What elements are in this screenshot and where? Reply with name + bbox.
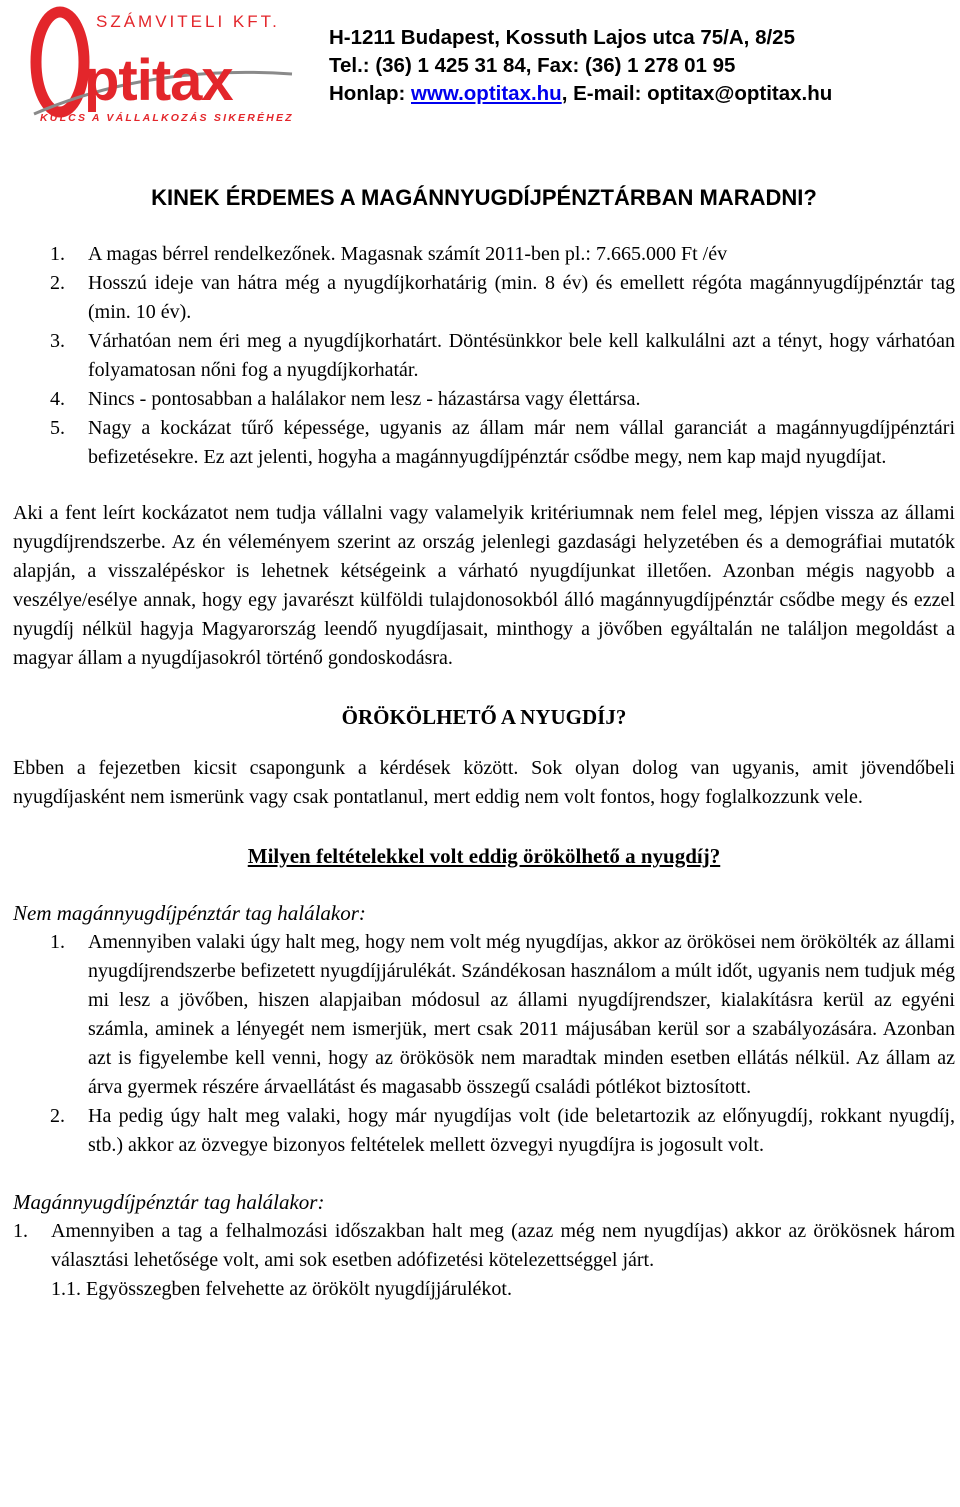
section-heading-conditions: Milyen feltételekkel volt eddig örökölhető a nyugdíj? <box>247 844 721 868</box>
paragraph-intro: Ebben a fejezetben kicsit csapongunk a kérdések között. Sok olyan dolog van ugyanis, amit jövendőbeli nyugdíjasként nem ismerünk vagy csak pontatlanul, mert eddig nem volt fontos, hogy foglalkozzunk vele. <box>13 757 955 808</box>
list-item <box>13 1102 955 1160</box>
address-line: H-1211 Budapest, Kossuth Lajos utca 75/A, 8/25 <box>329 26 795 49</box>
page-title: KINEK ÉRDEMES A MAGÁNNYUGDÍJPÉNZTÁRBAN MARADNI? <box>151 185 817 210</box>
contact-block <box>329 24 832 108</box>
svg-text:ptitax: ptitax <box>84 48 233 113</box>
logo-tagline: KULCS A VÁLLALKOZÁS SIKERÉHEZ <box>40 112 294 124</box>
document-body <box>13 184 955 1304</box>
list-item <box>13 385 955 414</box>
logo-company-name: SZÁMVITELI KFT. <box>96 12 280 31</box>
list-item <box>13 240 955 269</box>
web-label: Honlap: <box>329 82 411 105</box>
list-number: 1. <box>50 243 65 265</box>
list-text: Nagy a kockázat tűrő képessége, ugyanis az állam már nem vállal garanciát a magánnyugdíjpénztári befizetésekre. Ez azt jelenti, hogyha a magánnyugdíjpénztár csődbe megy, nem kap majd nyugdíjat. <box>88 417 955 468</box>
list-text: Várhatóan nem éri meg a nyugdíjkorhatárt. Döntésünkkor bele kell kalkulálni azt a tényt, hogy várhatóan folyamatosan nőni fog a nyugdíjkorhatár. <box>88 330 955 381</box>
list-text: Nincs - pontosabban a halálakor nem lesz - házastársa vagy élettársa. <box>88 388 641 410</box>
list-text: A magas bérrel rendelkezőnek. Magasnak számít 2011-ben pl.: 7.665.000 Ft /év <box>88 243 728 265</box>
subsection-heading-non-member: Nem magánnyugdíjpénztár tag halálakor: <box>13 901 366 925</box>
list-text: Amennyiben a tag a felhalmozási időszakban halt meg (azaz még nem nyugdíjas) akkor az örökösnek három választási lehetősége volt, ami sok esetben adófizetési kötelezettséggel járt. <box>51 1220 955 1271</box>
list-item <box>13 414 955 472</box>
list-number: 2. <box>50 1105 65 1127</box>
web-line <box>329 80 832 108</box>
list-number: 5. <box>50 417 65 439</box>
sub-list-item: 1.1. Egyösszegben felvehette az örökölt nyugdíjjárulékot. <box>51 1278 512 1300</box>
list-text: Hosszú ideje van hátra még a nyugdíjkorhatárig (min. 8 év) és emellett régóta magánnyugdíjpénztár tag (min. 10 év). <box>88 272 955 323</box>
list-number: 2. <box>50 272 65 294</box>
list-item <box>13 269 955 327</box>
list-item <box>13 327 955 385</box>
list-text: Ha pedig úgy halt meg valaki, hogy már nyugdíjas volt (ide beletartozik az előnyugdíj, rokkant nyugdíj, stb.) akkor az özvegye bizonyos feltételek mellett özvegyi nyugdíjra is jogosult volt. <box>88 1105 955 1156</box>
list-number: 1. <box>13 1220 28 1242</box>
list-number: 4. <box>50 388 65 410</box>
list-number: 3. <box>50 330 65 352</box>
list-item <box>13 1217 955 1275</box>
subsection-heading-member: Magánnyugdíjpénztár tag halálakor: <box>13 1190 325 1214</box>
section-heading-inheritance: ÖRÖKÖLHETŐ A NYUGDÍJ? <box>341 705 627 729</box>
criteria-list <box>13 240 955 472</box>
list-number: 1. <box>50 931 65 953</box>
list-item <box>13 928 955 1102</box>
optitax-logo <box>30 4 300 132</box>
paragraph-risk: Aki a fent leírt kockázatot nem tudja vállalni vagy valamelyik kritériumnak nem felel meg, lépjen vissza az állami nyugdíjrendszerbe. Az én véleményem szerint az ország jelenlegi gazdasági helyzetében és a demográfiai mutatók alapján, a visszalépéskor is lehetnek kétségeink a várható nyugdíjunkat illetően. Azonban mégis nagyobb a veszélye/esélye annak, hogy egy javarészt külföldi tulajdonosokból álló magánnyugdíjpénztár csődbe megy és ezzel nyugdíj nélkül hagyja Magyarország leendő nyugdíjasait, minthogy a jövőben egyáltalán ne találjon megoldást a magyar állam a nyugdíjasokról történő gondoskodásra. <box>13 502 955 669</box>
list-text: Amennyiben valaki úgy halt meg, hogy nem volt még nyugdíjas, akkor az örökösei nem örökölték az állami nyugdíjrendszerbe befizetett nyugdíjjárulékát. Szándékosan használom a múlt időt, ugyanis nem tudjuk még mi lesz a jövőben, hiszen alapjaiban módosul az állami nyugdíjrendszer, kialakításra kerül az egyéni számla, aminek a lényegét nem ismerjük, mert csak 2011 májusában kerül sor a szabályozására. Azonban azt is figyelembe kell venni, hogy az örökösök nem maradtak minden esetben ellátás nélkül. Az állam az árva gyermek részére árvaellátást és magasabb összegű családi pótlékot biztosított. <box>88 931 955 1098</box>
non-member-list <box>13 928 955 1160</box>
member-list <box>13 1217 955 1304</box>
email-text: , E-mail: optitax@optitax.hu <box>561 82 833 105</box>
website-link[interactable]: www.optitax.hu <box>411 82 562 105</box>
phone-line: Tel.: (36) 1 425 31 84, Fax: (36) 1 278 01 95 <box>329 54 736 77</box>
letterhead <box>0 0 960 135</box>
